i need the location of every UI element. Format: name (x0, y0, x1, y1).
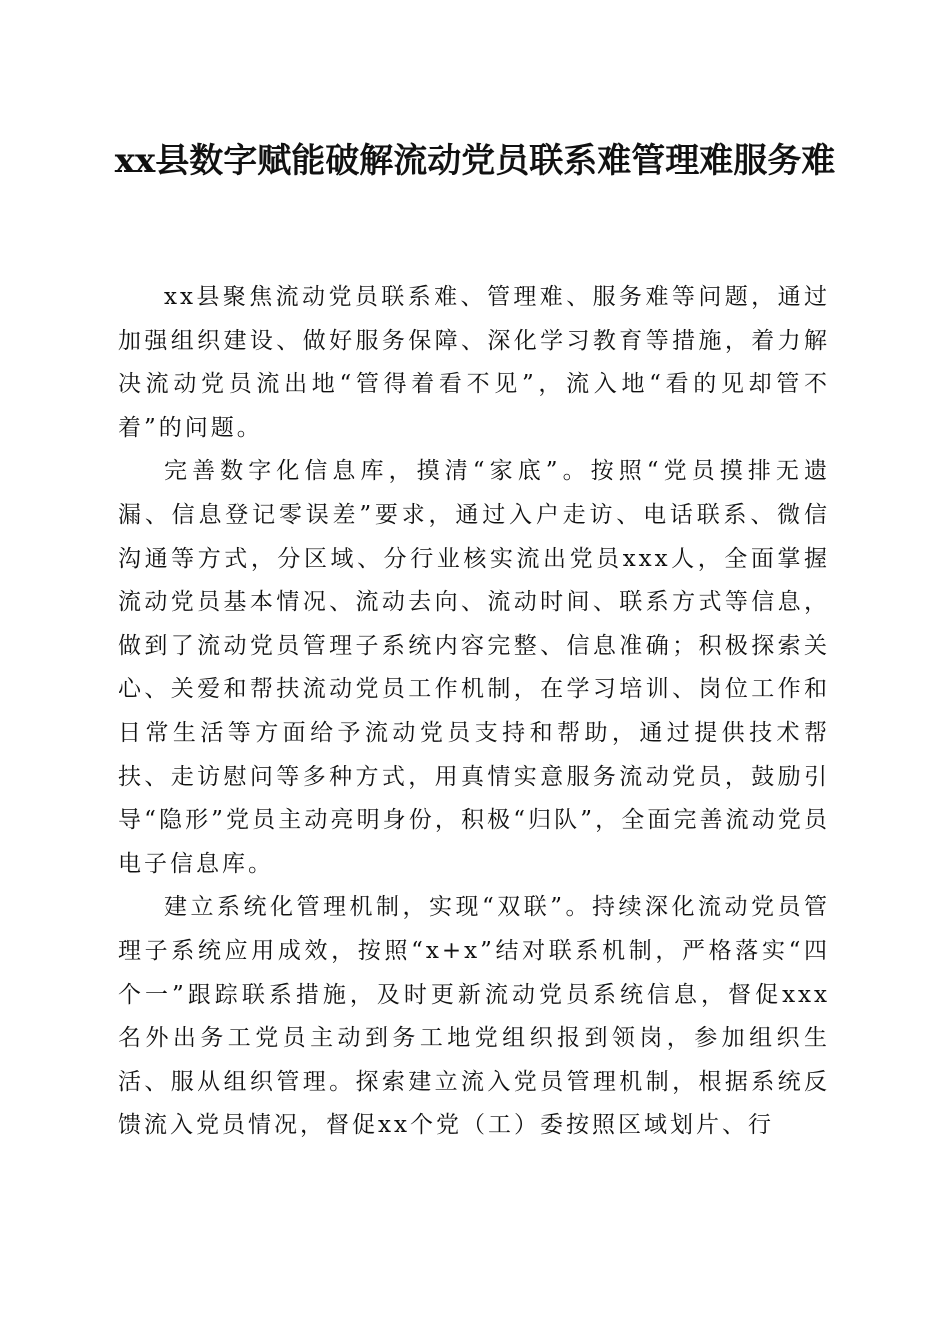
document-body (118, 276, 830, 1148)
paragraph-management-mechanism: 建立系统化管理机制，实现“双联”。持续深化流动党员管理子系统应用成效，按照“x+x”结对联系机制，严格落实“四个一”跟踪联系措施，及时更新流动党员系统信息，督促xxx名外出务工党员主动到务工地党组织报到领岗，参加组织生活、服从组织管理。探索建立流入党员管理机制，根据系统反馈流入党员情况，督促xx个党（工）委按照区域划片、行 (118, 894, 830, 1139)
paragraph-intro: xx县聚焦流动党员联系难、管理难、服务难等问题，通过加强组织建设、做好服务保障、深化学习教育等措施，着力解决流动党员流出地“管得着看不见”，流入地“看的见却管不着”的问题。 (118, 284, 830, 441)
document-title: xx县数字赋能破解流动党员联系难管理难服务难 (114, 141, 836, 181)
paragraph-info-database: 完善数字化信息库，摸清“家底”。按照“党员摸排无遗漏、信息登记零误差”要求，通过入户走访、电话联系、微信沟通等方式，分区域、分行业核实流出党员xxx人，全面掌握流动党员基本情况、流动去向、流动时间、联系方式等信息，做到了流动党员管理子系统内容完整、信息准确；积极探索关心、关爱和帮扶流动党员工作机制，在学习培训、岗位工作和日常生活等方面给予流动党员支持和帮助，通过提供技术帮扶、走访慰问等多种方式，用真情实意服务流动党员，鼓励引导“隐形”党员主动亮明身份，积极“归队”，全面完善流动党员电子信息库。 (118, 458, 830, 877)
